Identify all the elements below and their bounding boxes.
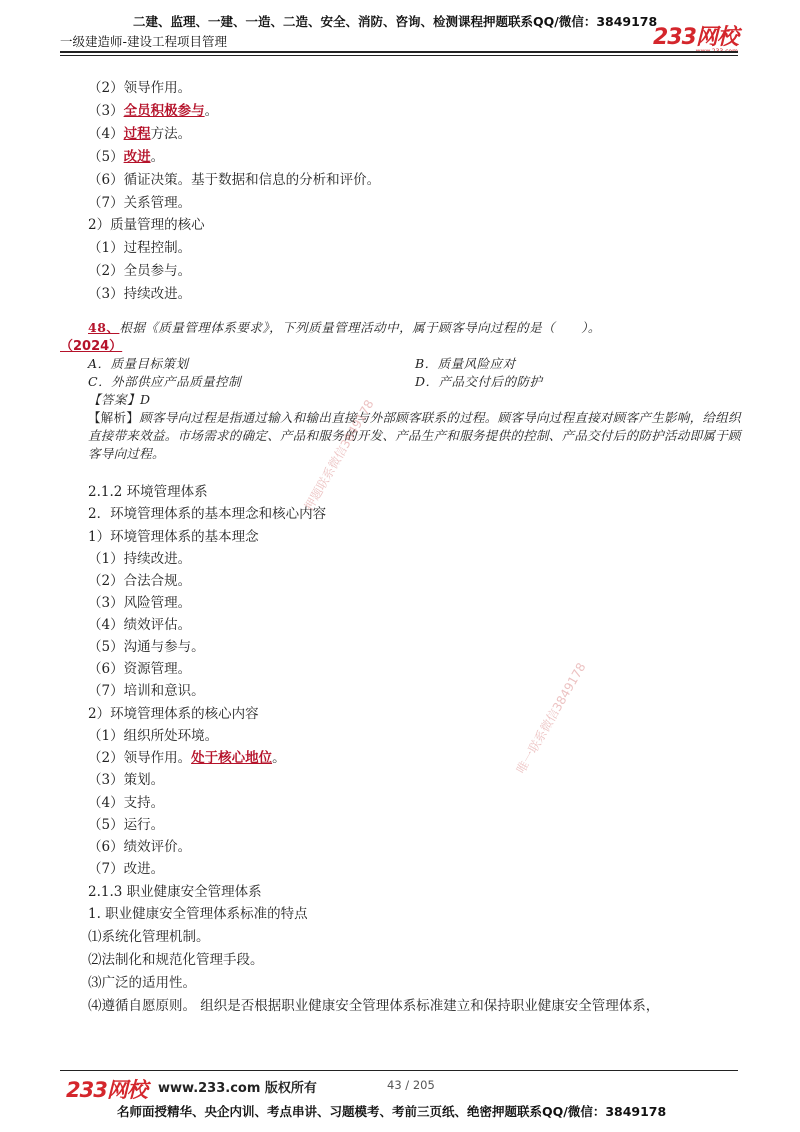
ohs-item: ⑵法制化和规范化管理手段。 [88,952,264,968]
concept-heading: 1）环境管理体系的基本理念 [88,529,259,545]
subsection-heading: 1. 职业健康安全管理体系标准的特点 [88,906,308,922]
concept-item: （6）资源管理。 [88,661,192,677]
env-core-item: （1）组织所处环境。 [88,728,219,744]
concept-item: （5）沟通与参与。 [88,639,205,655]
quality-principle-item: （5）改进。 [88,149,165,165]
env-core-item: （7）改进。 [88,861,165,877]
env-core-item: （3）策划。 [88,772,165,788]
env-core-item: （2）领导作用。处于核心地位。 [88,750,286,766]
env-core-item: （4）支持。 [88,795,165,811]
analysis: 【解析】顾客导向过程是指通过输入和输出直接与外部顾客联系的过程。顾客导向过程直接对顾客产生影响，给组织直接带来效益。市场需求的确定、产品和服务的开发、产品生产和服务提供的控制、产品交付后的防护活动即属于顾客导向过程。 [88,410,741,461]
page-number: 43 / 205 [387,1078,435,1092]
key-point: 过程 [123,126,151,142]
watermark: 唯一联系微信3849178 [513,660,589,776]
section-heading: 2.1.3 职业健康安全管理体系 [88,884,262,900]
quality-principle-item: （3）全员积极参与。 [88,103,219,119]
answer: 【答案】D [88,392,151,407]
concept-item: （2）合法合规。 [88,573,192,589]
key-point: 改进 [123,149,151,165]
option-b: B．质量风险应对 [415,356,516,371]
footer-site: www.233.com 版权所有 [158,1081,317,1096]
logo [653,20,738,55]
ohs-item: ⑶广泛的适用性。 [88,975,196,991]
quality-principle-item: （7）关系管理。 [88,195,192,211]
env-core-heading: 2）环境管理体系的核心内容 [88,706,259,722]
footer-logo: 233网校 [66,1078,147,1102]
key-point: 处于核心地位 [191,750,273,766]
option-a: A．质量目标策划 [88,356,189,371]
quality-principle-item: （4）过程方法。 [88,126,192,142]
header-courses-line: 二建、监理、一建、一造、二造、安全、消防、咨询、检测课程押题联系QQ/微信：3849178 [133,14,658,29]
question-stem: 48、根据《质量管理体系要求》，下列质量管理活动中，属于顾客导向过程的是（ ）。 [88,320,601,335]
option-d: D．产品交付后的防护 [415,374,543,389]
quality-principle-item: （6）循证决策。基于数据和信息的分析和评价。 [88,172,381,188]
quality-core-item: （1）过程控制。 [88,240,192,256]
ohs-item: ⑴系统化管理机制。 [88,929,210,945]
env-core-item: （5）运行。 [88,817,165,833]
question-number: 48、 [88,320,120,335]
concept-item: （3）风险管理。 [88,595,192,611]
ohs-item: ⑷遵循自愿原则。 组织是否根据职业健康安全管理体系标准建立和保持职业健康安全管理体系， [88,998,660,1014]
header-rule-thin [60,55,738,56]
env-core-item: （6）绩效评价。 [88,839,192,855]
footer-promo-line: 名师面授精华、央企内训、考点串讲、习题模考、考前三页纸、绝密押题联系QQ/微信：3849178 [117,1104,667,1119]
quality-principle-item: （2）领导作用。 [88,80,192,96]
concept-item: （1）持续改进。 [88,551,192,567]
section-heading: 2.1.2 环境管理体系 [88,484,208,500]
key-point: 全员积极参与 [123,103,205,119]
subsection-heading: 2．环境管理体系的基本理念和核心内容 [88,506,327,522]
logo-url: www.233.com [695,48,738,55]
concept-item: （7）培训和意识。 [88,683,205,699]
concept-item: （4）绩效评估。 [88,617,192,633]
document-title: 一级建造师-建设工程项目管理 [60,34,228,49]
quality-core-heading: 2）质量管理的核心 [88,217,205,233]
quality-core-item: （3）持续改进。 [88,286,192,302]
logo-text: 233网校 [653,25,738,50]
footer-rule [60,1070,738,1071]
question-year: （2024） [60,339,123,354]
header-rule [60,51,738,53]
watermark: 押题联系微信3849178 [301,397,377,513]
option-c: C．外部供应产品质量控制 [88,374,242,389]
quality-core-item: （2）全员参与。 [88,263,192,279]
